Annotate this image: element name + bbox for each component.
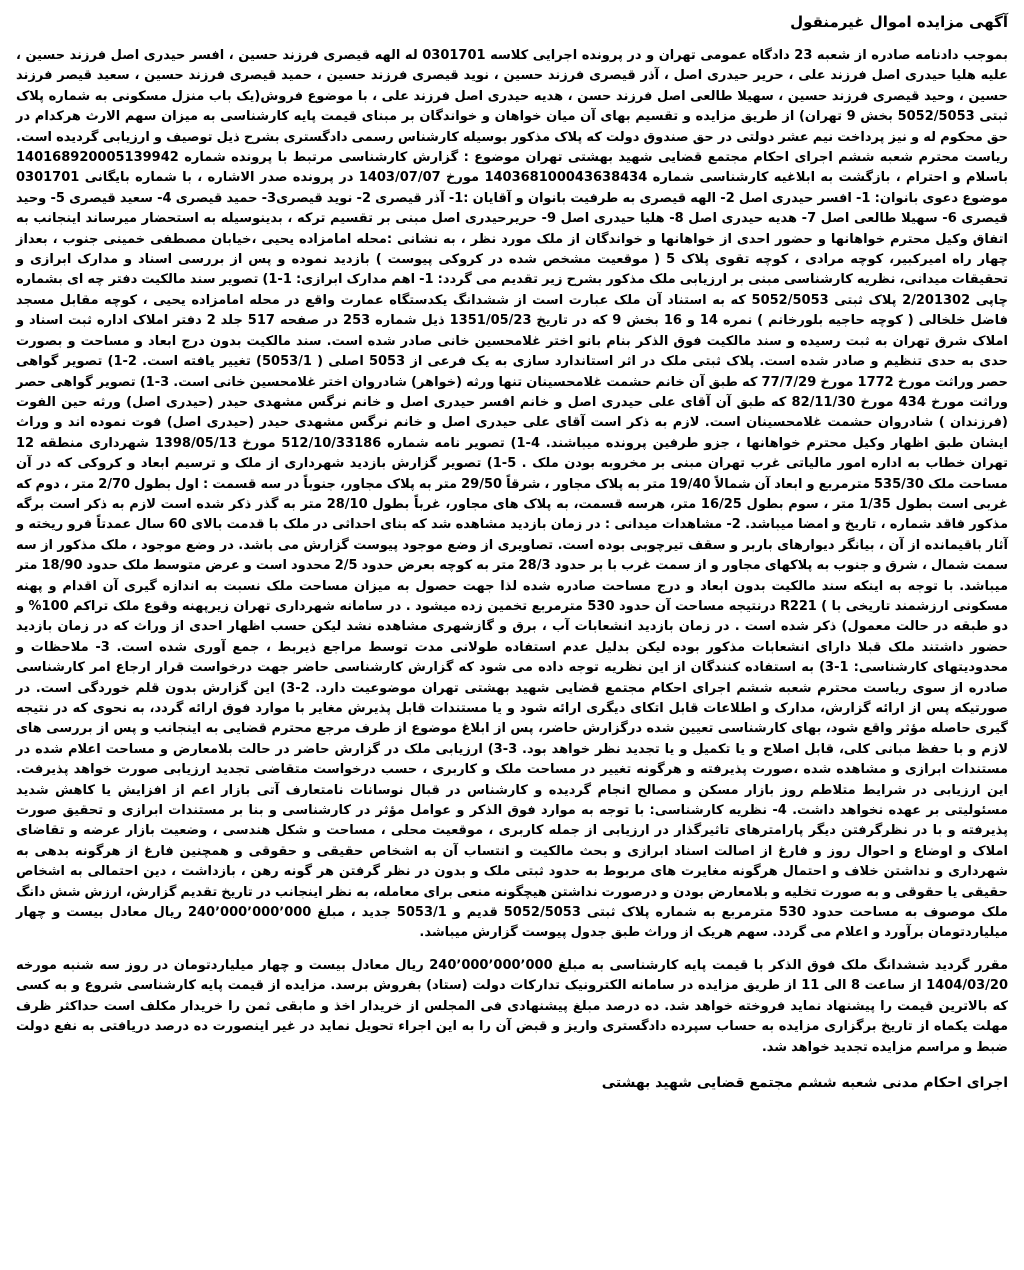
auction-terms-paragraph: مقرر گردید ششدانگ ملک فوق الذکر با قیمت پایه کارشناسی به مبلغ 240٬000٬000٬000 ریال معادل بیست و چهار میلیاردتومان در روز سه شنبه مورخه 1404/03/20 از ساعت 8 الی 11 از طریق مزایده در سامانه الکترونیک تدارکات دولت (ستاد) بفروش برسد. مزایده از قیمت پایه کارشناسی شروع و به کسی که بالاترین قیمت را پیشنهاد نماید فروخته خواهد شد. ده درصد مبلغ پیشنهادی فی المجلس از خریدار اخذ و مابقی ثمن را خریدار مکلف است حداکثر ظرف مهلت یکماه از تاریخ برگزاری مزایده به حساب سپرده دادگستری واریز و قبض آن را به این اجراء تحویل نماید در غیر اینصورت ده درصد دریافتی به نفع دولت ضبط و مراسم مزایده تجدید خواهد شد. (16, 957, 1008, 1055)
notice-title: آگهی مزایده اموال غیرمنقول (790, 13, 1008, 31)
issuer-signature: اجرای احکام مدنی شعبه ششم مجتمع قضایی شهید بهشتی (601, 1074, 1008, 1091)
notice-body-paragraph: بموجب دادنامه صادره از شعبه 23 دادگاه عمومی تهران و در پرونده اجرایی کلاسه 0301701 له الهه قیصری فرزند حسین ، افسر حیدری اصل فرزند حسین ، علیه هلیا حیدری اصل فرزند علی ، حریر حیدری اصل ، آذر قیصری فرزند حسین ، نوید قیصری فرزند حسین ، حمید قیصری فرزند حسین ، سعید قیصر فرزند حسین ، وحید قیصری فرزند حسین ، سهیلا طالعی اصل فرزند حسن ، هدیه حیدری اصل فرزند علی ، با موضوع فروش(یک باب منزل مسکونی به شماره پلاک ثبتی 5052/5053 بخش 9 تهران) از طریق مزایده و تقسیم بهای آن میان خواهان و خواندگان بر مبنای قیمت پایه کارشناسی به میزان سهم الارث هرکدام در حق محکوم له و نیز پرداخت نیم عشر دولتی در حق صندوق دولت که پلاک مذکور بوسیله کارشناس رسمی دادگستری بشرح ذیل توصیف و ارزیابی گردیده است. ریاست محترم شعبه ششم اجرای احکام مجتمع قضایی شهید بهشتی تهران موضوع : گزارش کارشناسی مرتبط با پرونده شماره 140168920005139942 باسلام و احترام ، بازگشت به ابلاغیه کارشناسی شماره 140368100043638434 مورخ 1403/07/07 در پرونده صدر الاشاره ، با شماره بایگانی 0301701 موضوع دعوی بانوان: 1- افسر حیدری اصل 2- الهه قیصری به طرفیت بانوان و آقایان :1- آذر قیصری 2- نوید قیصری3- حمید قیصری 4- سعید قیصری 5- وحید قیصری 6- سهیلا طالعی اصل 7- هدیه حیدری اصل 8- هلیا حیدری اصل 9- حریرحیدری اصل مبنی بر تقسیم ترکه ، بدینوسیله به استحضار میرساند اینجانب به اتفاق وکیل محترم خواهانها و حضور احدی از خواهانها و خواندگان از ملک مورد نظر ، به نشانی :محله امامزاده یحیی ،خیابان مصطفی خمینی جنوب ، بعداز چهار راه امیرکبیر، کوچه مرادی ، کوچه تقوی پلاک 5 ( موقعیت مشخص شده در کروکی پیوست ) بازدید نموده و پس از بررسی اسناد و مدارک ابرازی و تحقیقات میدانی، نظریه کارشناسی مبنی بر ارزیابی ملک مذکور بشرح زیر تقدیم می گردد: 1- اهم مدارک ابرازی: 1-1) تصویر سند مالکیت دفتر چه ای بشماره چاپی 2/201302 پلاک ثبتی 5052/5053 که به استناد آن ملک عبارت است از ششدانگ یکدستگاه عمارت واقع در محله امامزاده یحیی ، کوچه مقابل مسجد فاضل خلخالی ( کوچه حاجیه بلورخانم ) نمره 14 و 16 بخش 9 که در تاریخ 1351/05/23 ذیل شماره 253 در صفحه 517 جلد 2 دفتر املاک اداره ثبت اسناد و املاک شرق تهران به ثبت رسیده و سند مالکیت فوق الذکر بنام بانو اختر غلامحسین خانی صادر شده است. سند مالکیت بدون درج ابعاد و مساحت و بصورت حدی به حدی تنظیم و صادر شده است. پلاک ثبتی ملک در اثر استاندارد سازی به یک فرعی از 5053 اصلی ( 5053/1) تغییر یافته است. 2-1) تصویر گواهی حصر وراثت مورخ 1772 مورخ 77/7/29 که طبق آن خانم حشمت غلامحسینان تنها ورثه (خواهر) شادروان اختر غلامحسین خانی است. 3-1) تصویر گواهی حصر وراثت مورخ 434 مورخ 82/11/30 که طبق آن آقای علی حیدری اصل و خانم افسر حیدری اصل و خانم نرگس مشهدی حیدر (حیدری اصل) ورثه حین الفوت (فرزندان ) شادروان حشمت غلامحسینان است. لازم به ذکر است آقای علی حیدری اصل و خانم نرگس مشهدی حیدر (حیدری اصل) فوت نموده اند و وراث ایشان طبق اظهار وکیل محترم خواهانها ، جزو طرفین پرونده میباشند. 4-1) تصویر نامه شماره 512/10/33186 مورخ 1398/05/13 شهرداری منطقه 12 تهران خطاب به اداره امور مالیاتی غرب تهران مبنی بر مخروبه بودن ملک . 5-1) تصویر گزارش بازدید شهرداری از ملک و ترسیم ابعاد و کروکی که در آن مساحت ملک 535/30 مترمربع و ابعاد آن شمالاً 19/40 متر به پلاک مجاور ، شرقاً 29/50 متر به پلاک مجاور، جنوباً در سه قسمت : اول بطول 2/70 متر ، دوم که غربی است بطول 1/35 متر ، سوم بطول 16/25 متر، هرسه قسمت، به پلاک های مجاور، غرباً بطول 28/10 متر به گذر ذکر شده است لازم به ذکر است برگه مذکور فاقد شماره ، تاریخ و امضا میباشد. 2- مشاهدات میدانی : در زمان بازدید مشاهده شد که بنای احداثی در ملک با قدمت بالای 60 سال عمدتاً فرو ریخته و آثار باقیمانده از آن ، بیانگر دیوارهای باربر و سقف تیرچوبی بوده است. تصاویری از وضع موجود پیوست گزارش می باشد. در وضع موجود ، ملک مذکور از سه سمت شمال ، شرق و جنوب به پلاکهای مجاور و از سمت غرب با بر حدود 28/3 متر به کوچه بعرض حدود 2/5 محدود است و عرض متوسط ملک حدود 18/90 متر میباشد. با توجه به اینکه سند مالکیت بدون ابعاد و درج مساحت صادره شده لذا جهت حصول به میزان مساحت ملک نسبت به اندازه گیری آن اقدام و پهنه مسکونی ارزشمند تاریخی با ) R221 درنتیجه مساحت آن حدود 530 مترمربع تخمین زده میشود . در سامانه شهرداری تهران زیرپهنه وقوع ملک تراکم 100% و دو طبقه در حالت معمول) ذکر شده است . در زمان بازدید انشعابات آب ، برق و گازشهری مشاهده نشد لیکن حسب اظهار احدی از وراث که در زمان بازدید حضور داشتند ملک قبلا دارای انشعابات مذکور بوده لیکن بدلیل عدم استفاده طولانی مدت توسط مراجع ذیربط ، جمع آوری شده است. 3- ملاحظات و محدودیتهای کارشناسی: 1-3) به استفاده کنندگان از این نظریه توجه داده می شود که گزارش کارشناسی حاضر جهت درخواست قرار ارجاع امر کارشناسی صادره از سوی ریاست محترم شعبه ششم اجرای احکام مجتمع قضایی شهید بهشتی تهران موضوعیت دارد. 2-3) این گزارش بدون قلم خوردگی است. در صورتیکه پس از ارائه گزارش، مدارک و اطلاعات قابل اتکای دیگری ارائه شود و یا مستندات قابل پذیرش مغایر با موارد فوق ارائه گردد، به نحوی که در نتیجه گیری حاصله مؤثر واقع شود، بهای کارشناسی تعیین شده درگزارش حاضر، پس از ابلاغ موضوع از طرف مرجع محترم قضایی به اینجانب و پس از بررسی های لازم و با حفظ مبانی کلی، قابل اصلاح و یا تکمیل و یا تجدید نظر خواهد بود. 3-3) ارزیابی ملک در گزارش حاضر در حالت بلامعارض و مساحت اعلام شده در مستندات ابرازی و مشاهده شده ،صورت پذیرفته و هرگونه تغییر در مساحت ملک و کاربری ، حسب درخواست متقاضی تجدید ارزیابی صورت خواهد پذیرفت. این ارزیابی در شرایط متلاطم روز بازار مسکن و مصالح انجام گردیده و کارشناس در قبال نوسانات نامتعارف آتی بازار اعم از افزایش یا کاهش شدید مسئولیتی بر عهده نخواهد داشت. 4- نظریه کارشناسی: با توجه به موارد فوق الذکر و عوامل مؤثر در کارشناسی و بنا بر مستندات ابرازی و تحقیق صورت پذیرفته و با در نظرگرفتن دیگر پارامترهای تاثیرگذار در ارزیابی از جمله کاربری ، موقعیت محلی ، مساحت و شکل هندسی ، وضعیت بازار عرضه و تقاضای املاک و اوضاع و احوال روز و فارغ از اصالت اسناد ابرازی و بحث مالکیت و انتساب آن به اشخاص حقیقی و حقوقی و همچنین فارغ از هرگونه بدهی به شهرداری و نداشتن خلاف و احتمال هرگونه مغایرت های مربوط به حدود ثبتی ملک و بدون در نظر گرفتن هر گونه رهن ، بازداشت ، دین احتمالی به اشخاص حقیقی یا حقوقی و به صورت تخلیه و بلامعارض بودن و درصورت نداشتن هیچگونه منعی برای معامله، به نظر اینجانب در تاریخ تقدیم گزارش، ارزش شش دانگ ملک موصوف به مساحت حدود 530 مترمربع به شماره پلاک ثبتی 5052/5053 قدیم و 5053/1 جدید ، مبلغ 240٬000٬000٬000 ریال معادل بیست و چهار میلیاردتومان برآورد و اعلام می گردد. سهم هریک از وراث طبق جدول پیوست گزارش میباشد. (16, 48, 1009, 941)
